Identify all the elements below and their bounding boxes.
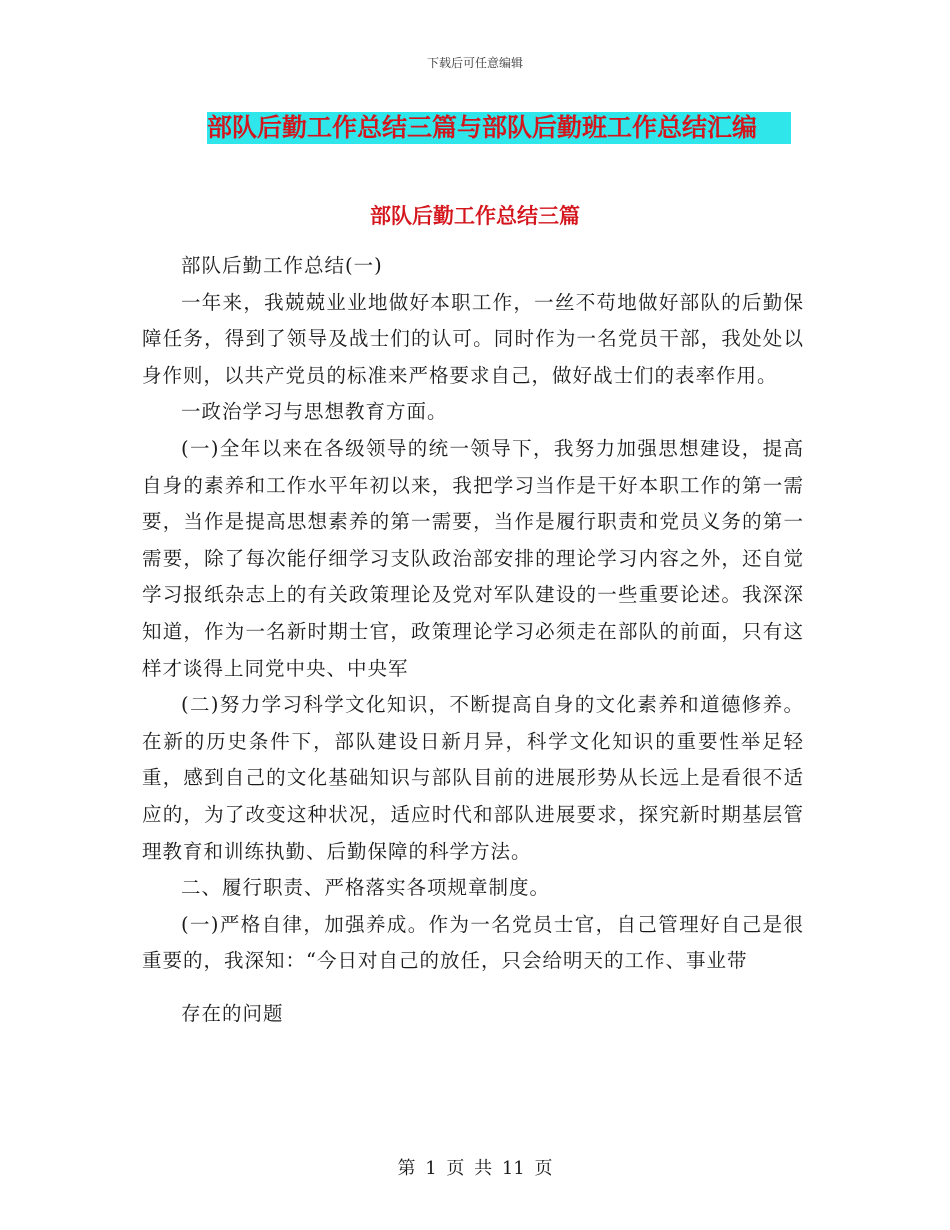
document-body bbox=[142, 248, 804, 1032]
sub-title: 部队后勤工作总结三篇 bbox=[370, 204, 580, 228]
paragraph: 存在的问题 bbox=[181, 1001, 284, 1025]
paragraph: (一)严格自律，加强养成。作为一名党员士官，自己管理好自己是很重要的，我深知：“今日对自己的放任，只会给明天的工作、事业带 bbox=[142, 912, 804, 973]
paragraph: 二、履行职责、严格落实各项规章制度。 bbox=[181, 876, 551, 900]
main-title-container bbox=[207, 112, 791, 144]
paragraph: 部队后勤工作总结(一) bbox=[181, 254, 383, 277]
paragraph: (二)努力学习科学文化知识，不断提高自身的文化素养和道德修养。在新的历史条件下，部队建设日新月异，科学文化知识的重要性举足轻重，感到自己的文化基础知识与部队目前的进展形势从长远上是看很不适应的，为了改变这种状况，适应时代和部队进展要求，探究新时期基层管理教育和训练执勤、后勤保障的科学方法。 bbox=[142, 693, 804, 863]
main-title: 部队后勤工作总结三篇与部队后勤班工作总结汇编 bbox=[207, 112, 791, 144]
page-footer: 第 1 页 共 11 页 bbox=[397, 1158, 553, 1179]
header-note: 下载后可任意编辑 bbox=[426, 56, 523, 70]
paragraph: 一政治学习与思想教育方面。 bbox=[181, 400, 448, 424]
paragraph: 一年来，我兢兢业业地做好本职工作，一丝不苟地做好部队的后勤保障任务，得到了领导及战士们的认可。同时作为一名党员干部，我处处以身作则，以共产党员的标准来严格要求自己，做好战士们的表率作用。 bbox=[142, 290, 804, 387]
paragraph: (一)全年以来在各级领导的统一领导下，我努力加强思想建设，提高自身的素养和工作水平年初以来，我把学习当作是干好本职工作的第一需要，当作是提高思想素养的第一需要，当作是履行职责和党员义务的第一需要，除了每次能仔细学习支队政治部安排的理论学习内容之外，还自觉学习报纸杂志上的有关政策理论及党对军队建设的一些重要论述。我深深知道，作为一名新时期士官，政策理论学习必须走在部队的前面，只有这样才谈得上同党中央、中央军 bbox=[142, 436, 804, 680]
